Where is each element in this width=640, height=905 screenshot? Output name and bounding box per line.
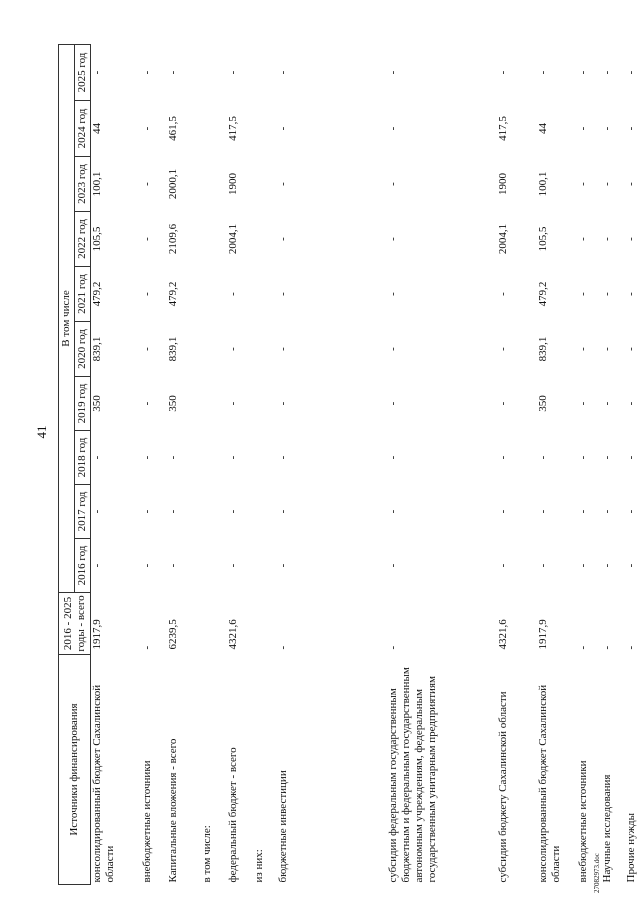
row-total: 1917,9 — [91, 619, 103, 650]
row-value: - — [497, 563, 509, 568]
table-row — [277, 44, 387, 884]
row-value: - — [625, 347, 637, 351]
row-value: - — [577, 563, 589, 568]
row-value: - — [277, 237, 289, 241]
row-value — [253, 44, 277, 100]
row-value: - — [227, 509, 239, 514]
row-value: - — [601, 182, 613, 186]
table-row — [201, 44, 227, 884]
row-value: 100,1 — [537, 171, 549, 197]
row-value: 461,5 — [167, 116, 179, 141]
row-value: - — [141, 292, 153, 296]
row-value — [253, 431, 277, 485]
row-value: - — [625, 292, 637, 296]
row-total: - — [577, 645, 589, 650]
row-value: 417,5 — [497, 116, 509, 141]
row-total: 4321,6 — [227, 619, 239, 650]
row-value — [201, 322, 227, 377]
table-row — [497, 44, 537, 884]
row-value — [201, 212, 227, 267]
header-year: 2017 год — [75, 485, 91, 539]
table-row — [625, 44, 640, 884]
row-value: - — [387, 70, 399, 75]
row-value: - — [141, 126, 153, 131]
row-value: - — [91, 70, 103, 75]
row-total: 4321,6 — [497, 619, 509, 650]
row-value: - — [227, 347, 239, 351]
row-value: 44 — [537, 123, 549, 134]
row-value: - — [601, 237, 613, 241]
row-value: - — [625, 455, 637, 460]
row-label: внебюджетные источники — [577, 760, 589, 883]
row-value — [253, 485, 277, 539]
header-year: 2019 год — [75, 377, 91, 431]
row-value: 839,1 — [537, 336, 549, 362]
row-value — [201, 267, 227, 322]
row-value — [201, 44, 227, 100]
row-value: - — [227, 70, 239, 75]
row-total: - — [277, 645, 289, 650]
row-label: субсидии бюджету Сахалинской области — [497, 691, 509, 883]
row-value — [201, 101, 227, 157]
table-row — [537, 44, 577, 884]
row-value — [253, 212, 277, 267]
row-value: - — [387, 237, 399, 241]
row-value: - — [537, 509, 549, 514]
row-value: - — [387, 126, 399, 131]
table-row — [387, 44, 497, 884]
row-value: - — [141, 237, 153, 241]
row-value: - — [277, 347, 289, 351]
row-value — [201, 485, 227, 539]
row-value: 350 — [537, 395, 549, 412]
row-value: - — [141, 182, 153, 186]
header-year: 2025 год — [75, 44, 91, 100]
row-value: - — [387, 455, 399, 460]
table-row — [91, 44, 142, 884]
row-value: 105,5 — [537, 226, 549, 252]
row-value: 1900 — [227, 173, 239, 195]
row-value: - — [141, 70, 153, 75]
row-value: - — [277, 401, 289, 406]
row-value: 350 — [91, 395, 103, 412]
row-value: 417,5 — [227, 116, 239, 141]
header-total: 2016 - 2025 годы - всего — [59, 593, 91, 655]
row-value: - — [387, 292, 399, 296]
row-value: - — [577, 70, 589, 75]
row-label: Научные исследования — [601, 774, 613, 883]
page-number: 41 — [34, 425, 49, 439]
row-label: внебюджетные источники — [141, 760, 153, 883]
row-label: Прочие нужды — [625, 812, 637, 883]
row-value: - — [387, 563, 399, 568]
financing-table — [58, 44, 640, 885]
row-value: 839,1 — [167, 336, 179, 362]
header-year: 2016 год — [75, 539, 91, 593]
row-label: Капитальные вложения - всего — [167, 738, 179, 883]
row-value — [253, 101, 277, 157]
row-value: - — [141, 347, 153, 351]
header-year: 2022 год — [75, 212, 91, 267]
row-value: - — [497, 509, 509, 514]
row-value: - — [577, 401, 589, 406]
row-value: - — [387, 401, 399, 406]
row-value: - — [625, 509, 637, 514]
row-label: консолидированный бюджет Сахалинской области — [537, 684, 562, 883]
row-value: - — [141, 401, 153, 406]
row-value: 2004,1 — [497, 223, 509, 255]
row-value — [201, 157, 227, 212]
row-value: - — [577, 455, 589, 460]
row-value: - — [537, 563, 549, 568]
table-row — [167, 44, 201, 884]
row-value: - — [91, 455, 103, 460]
rotated-financing-table-wrapper — [58, 45, 637, 885]
row-value: - — [277, 70, 289, 75]
row-value: 100,1 — [91, 171, 103, 197]
header-year: 2023 год — [75, 157, 91, 212]
row-value — [201, 539, 227, 593]
row-total: - — [141, 645, 153, 650]
row-value: - — [577, 237, 589, 241]
row-value: - — [167, 563, 179, 568]
footer-document-code: 27082973.doc — [593, 853, 601, 893]
row-value: - — [625, 126, 637, 131]
table-row — [601, 44, 625, 884]
row-value: - — [277, 292, 289, 296]
row-total: - — [387, 645, 399, 650]
row-value — [253, 267, 277, 322]
row-value: 44 — [91, 123, 103, 134]
row-value: - — [167, 70, 179, 75]
row-value — [201, 431, 227, 485]
row-value: - — [625, 401, 637, 406]
row-value: - — [497, 347, 509, 351]
row-value: - — [387, 182, 399, 186]
row-value: - — [227, 563, 239, 568]
row-value: - — [91, 563, 103, 568]
row-value: - — [227, 455, 239, 460]
row-value: - — [387, 509, 399, 514]
row-label: консолидированный бюджет Сахалинской области — [91, 684, 116, 883]
row-value — [253, 322, 277, 377]
row-value: - — [601, 563, 613, 568]
row-value: - — [577, 126, 589, 131]
row-value: 2109,6 — [167, 223, 179, 255]
row-total — [201, 593, 227, 655]
row-value: - — [227, 401, 239, 406]
table-row — [577, 44, 601, 884]
row-value: - — [497, 292, 509, 296]
row-value: - — [601, 509, 613, 514]
row-value — [253, 377, 277, 431]
row-total: - — [601, 645, 613, 650]
row-value: - — [167, 509, 179, 514]
row-label: в том числе: — [201, 825, 213, 883]
header-year: 2020 год — [75, 322, 91, 377]
row-value: - — [141, 563, 153, 568]
row-value: - — [497, 70, 509, 75]
row-value: - — [601, 401, 613, 406]
row-value: - — [625, 237, 637, 241]
row-value: - — [227, 292, 239, 296]
row-value — [253, 157, 277, 212]
row-value: - — [601, 292, 613, 296]
row-value: - — [167, 455, 179, 460]
row-value: - — [601, 347, 613, 351]
row-label: субсидии федеральным государственным бюджетным и федеральным государственным автономным учреждениям, федеральным государственным унитарным предприятиям — [387, 667, 438, 883]
row-value: - — [277, 563, 289, 568]
row-value: - — [577, 292, 589, 296]
table-row — [253, 44, 277, 884]
row-value: - — [497, 401, 509, 406]
header-year: 2018 год — [75, 431, 91, 485]
row-value: 479,2 — [91, 281, 103, 307]
row-value: 105,5 — [91, 226, 103, 252]
row-value: - — [625, 563, 637, 568]
row-total: - — [625, 645, 637, 650]
row-value: - — [277, 126, 289, 131]
row-value — [201, 377, 227, 431]
row-value: - — [537, 455, 549, 460]
row-value: - — [601, 455, 613, 460]
row-value: - — [577, 182, 589, 186]
row-value: - — [497, 455, 509, 460]
row-value: - — [277, 509, 289, 514]
row-value: - — [577, 509, 589, 514]
row-value: 2000,1 — [167, 168, 179, 200]
row-value: 479,2 — [537, 281, 549, 307]
row-value: 2004,1 — [227, 223, 239, 255]
row-value: 479,2 — [167, 281, 179, 307]
row-value: - — [537, 70, 549, 75]
row-value: - — [625, 182, 637, 186]
row-total — [253, 593, 277, 655]
row-value: - — [91, 509, 103, 514]
row-label: федеральный бюджет - всего — [227, 747, 239, 883]
row-value: - — [601, 70, 613, 75]
row-value: - — [601, 126, 613, 131]
row-total: 1917,9 — [537, 619, 549, 650]
row-value: 839,1 — [91, 336, 103, 362]
row-value: - — [625, 70, 637, 75]
table-row — [227, 44, 253, 884]
row-value: - — [141, 455, 153, 460]
header-in-total: В том числе — [59, 44, 75, 592]
table-row — [141, 44, 167, 884]
row-value: 350 — [167, 395, 179, 412]
header-year: 2021 год — [75, 267, 91, 322]
row-value: - — [277, 455, 289, 460]
row-total: 6239,5 — [167, 619, 179, 650]
header-year: 2024 год — [75, 101, 91, 157]
row-value: - — [577, 347, 589, 351]
row-label: из них: — [253, 849, 265, 883]
header-source: Источники финансирования — [59, 655, 91, 885]
row-value — [253, 539, 277, 593]
row-value: - — [141, 509, 153, 514]
row-label: бюджетные инвестиции — [277, 770, 289, 883]
row-value: - — [387, 347, 399, 351]
row-value: 1900 — [497, 173, 509, 195]
row-value: - — [277, 182, 289, 186]
